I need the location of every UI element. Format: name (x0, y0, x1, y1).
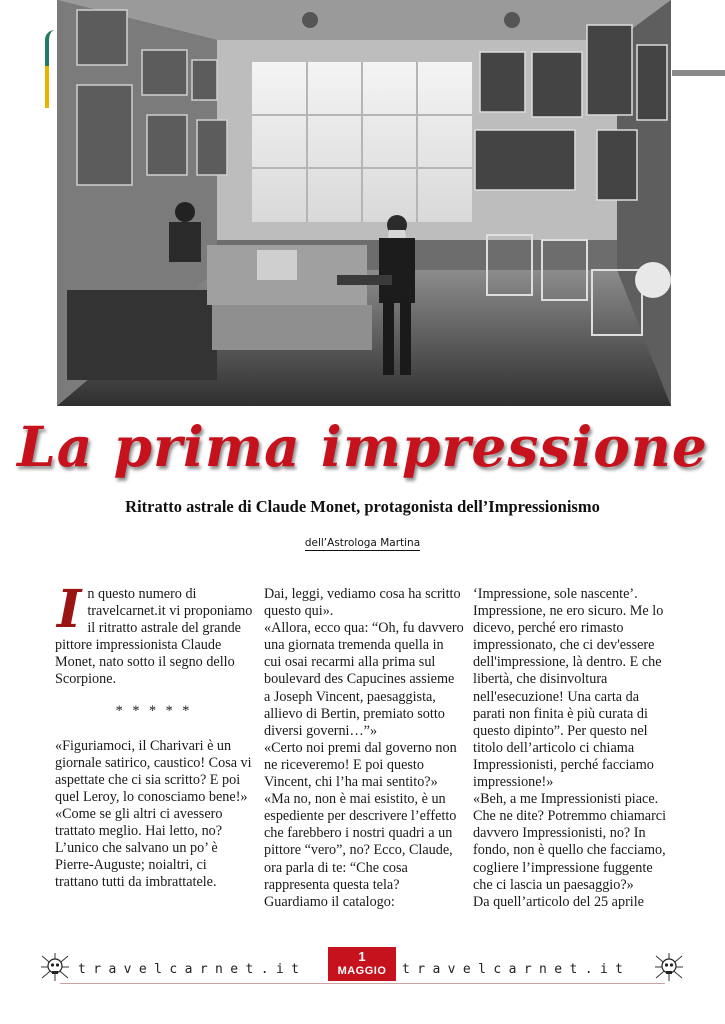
paragraph: «Figuriamoci, il Charivari è un giornale satirico, caustico! Cosa vi aspettate che ci sia scritto? E poi quel Leroy, lo conosciamo bene!» (55, 737, 252, 805)
paragraph: «Ma no, non è mai esistito, è un espediente per descrivere l’effetto che farebbero i nostri quadri a un pittore “vero”, no? Ecco, Claude, ora parla di te: “Che cosa rappresenta questa tela? Guardiamo il catalogo: (264, 791, 457, 910)
drop-cap: I (57, 579, 82, 640)
text-column-2 (264, 586, 464, 911)
article-subtitle: Ritratto astrale di Claude Monet, protagonista dell’Impressionismo (125, 497, 600, 516)
issue-month: MAGGIO (337, 965, 387, 977)
section-separator: * * * * * (115, 702, 193, 719)
byline (0, 537, 725, 549)
paragraph: Da quell’articolo del 25 aprile (473, 893, 644, 910)
footer-site-right: travelcarnet.it (402, 962, 631, 977)
paragraph: ‘Impressione, sole nascente’. Impressione, ne ero sicuro. Me lo dicevo, perché ero rimasto impressionato, che ci dev'essere dell'impressione, là dentro. E che libertà, che disinvoltura nell'esecuzione! Una carta da parati non finita è più curata di questo dipinto”. Per questo nel titolo dell’articolo ci chiama Impressionisti, perché facciamo impressione!» (473, 586, 664, 791)
paragraph: Dai, leggi, vediamo cosa ha scritto questo qui». (264, 586, 461, 620)
text-column-3 (473, 586, 673, 911)
paragraph: «Allora, ecco qua: “Oh, fu davvero una giornata tremenda quella in cui osai recarmi alla prima sul boulevard des Capucines assieme a Joseph Vincent, paesaggista, allievo di Bertin, premiato sotto diversi governi…”» (264, 620, 464, 739)
paragraph: «Beh, a me Impressionisti piace. Che ne dite? Potremmo chiamarci davvero Impressionisti, no? In fondo, non è quello che facciamo, cogliere l’impressione fuggente che ci lascia un paesaggio?» (473, 791, 667, 893)
intro-paragraph (55, 579, 253, 689)
decorative-rule (672, 70, 725, 76)
footer-rule (60, 983, 665, 984)
paragraph: «Certo noi premi dal governo non ne riceveremo! E poi questo Vincent, chi l’ha mai sentito?» (264, 739, 457, 791)
intro-text: n questo numero di travelcarnet.it vi proponiamo il ritratto astrale del grande pittore impressionista Claude Monet, nato sotto il segno dello Scorpione. (55, 586, 253, 688)
page-number: 1 (358, 949, 366, 964)
paragraph: «Come se gli altri ci avessero trattato meglio. Hai letto, no? L’unico che salvano un po’ è Pierre-Auguste; noialtri, ci trattano tutti da imbrattatele. (55, 806, 223, 891)
page-badge (328, 947, 396, 981)
text-column-1 (55, 579, 253, 892)
footer-site-left: travelcarnet.it (78, 962, 307, 977)
article-title: La prima impressione (17, 414, 708, 479)
studio-photo (57, 0, 671, 406)
skull-icon (654, 952, 684, 982)
skull-icon (40, 952, 70, 982)
author: dell’Astrologa Martina (304, 537, 421, 549)
